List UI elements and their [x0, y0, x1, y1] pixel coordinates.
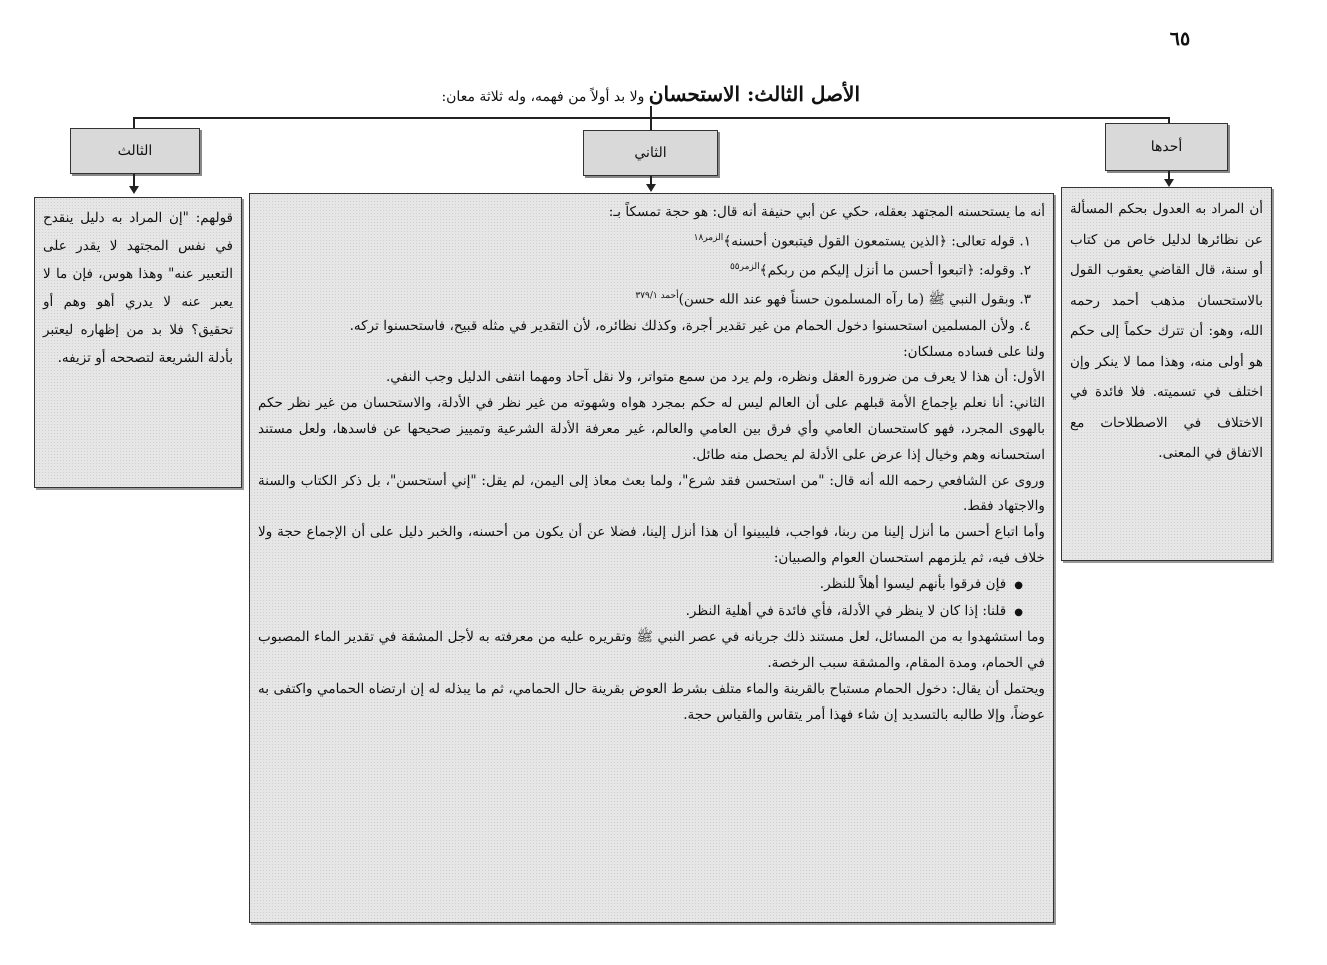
paragraph: وما استشهدوا به من المسائل، لعل مستند ذلك جريانه في عصر النبي ﷺ وتقريره عليه من معرفته به لأجل المشقة في تقدير الماء المصبوب في الحمام، ومدة المقام، والمشقة سبب الرخصة.	[258, 629, 1045, 672]
arrow-down-icon	[646, 184, 656, 192]
list-item: ٣. وبقول النبي ﷺ (ما رآه المسلمون حسناً فهو عند الله حسن)$^{أحمد ٣٧٩/١}$	[635, 291, 1031, 308]
paragraph: وأما اتباع أحسن ما أنزل إلينا من ربنا، فواجب، فليبينوا أن هذا أنزل إلينا، فضلا عن أن يكون من أحسنه، والخبر دليل على أن الإجماع حجة ولا خلاف فيه، ثم يلزمهم استحسان العوام والصبيان:	[258, 524, 1045, 566]
list-item: ٢. وقوله: ﴿اتبعوا أحسن ما أنزل إليكم من ربكم﴾$^{الزمر٥٥}$	[729, 262, 1031, 279]
paragraph: الأول: أن هذا لا يعرف من ضرورة العقل ونظره، ولم يرد من سمع متواتر، ولا نقل آحاد ومهما انتفى الدليل وجب النفي.	[385, 369, 1045, 386]
paragraph: الثاني: أنا نعلم بإجماع الأمة قبلهم على أن العالم ليس له حكم بمجرد هواه وشهوته من غير نظر في الأدلة، والاستحسان من غير نظر حكم بالهوى المجرد، فهو كاستحسان العامي وأي فرق بين العامي والعالم، غير معرفة الأدلة الشرعية وتمييز صحيحها عن فاسدها، ولعل مستند استحسانه وهم وخيال إذا عرض على الأدلة لم يحصل منه طائل.	[258, 395, 1045, 463]
paragraph: وروى عن الشافعي رحمه الله أنه قال: "من استحسن فقد شرع"، ولما بعث معاذ إلى اليمن، لم يقل: "إني أستحسن"، بل ذكر الكتاب والسنة والاجتهاد فقط.	[258, 472, 1045, 515]
arrow-down-icon	[1164, 179, 1174, 187]
branch-box-first	[1061, 187, 1272, 561]
paragraph: ولنا على فساده مسلكان:	[903, 343, 1045, 360]
connector-line	[133, 117, 135, 128]
title-bold: الأصل الثالث: الاستحسان	[648, 82, 860, 106]
title-rest: ولا بد أولاً من فهمه، وله ثلاثة معان:	[441, 89, 649, 105]
branch-box-third	[34, 197, 242, 488]
arrow-down-icon	[129, 186, 139, 194]
branch-label-first: أحدها	[1105, 123, 1228, 171]
paragraph: ويحتمل أن يقال: دخول الحمام مستباح بالقرينة والماء متلف بشرط العوض بقرينة حال الحمامي، ثم ما يبذله له إن ارتضاه الحمامي واكتفى به عوضاً، وإلا طالبه بالتسديد إن شاء فهذا أمر يتقاس والقياس حجة.	[258, 680, 1045, 723]
branch-text-third: قولهم: "إن المراد به دليل ينقدح في نفس المجتهد لا يقدر على التعبير عنه" وهذا هوس، فإن ما لا يعبر عنه لا يدري أهو وهم أو تحقيق؟ فلا بد من إظهاره ليعتبر بأدلة الشريعة لتصححه أو تزيفه.	[43, 210, 233, 366]
list-item: ٤. ولأن المسلمين استحسنوا دخول الحمام من غير تقدير أجرة، وكذلك نظائره، لأن التقدير في مثله قبيح، فاستحسنوا تركه.	[349, 317, 1031, 334]
second-intro: أنه ما يستحسنه المجتهد بعقله، حكي عن أبي حنيفة أنه قال: هو حجة تمسكاً بـ:	[608, 204, 1045, 220]
branch-text-first: أن المراد به العدول بحكم المسألة عن نظائرها لدليل خاص من كتاب أو سنة، قال القاضي يعقوب القول بالاستحسان مذهب أحمد رحمه الله، وهو: أن تترك حكماً إلى حكم هو أولى منه، وهذا مما لا ينكر وإن اختلف في تسميته. فلا فائدة في الاختلاف في الاصطلاحات مع الاتفاق في المعنى.	[1070, 201, 1263, 461]
bullet-item: ● قلنا: إذا كان لا ينظر في الأدلة، فأي فائدة في أهلية النظر.	[258, 599, 1045, 626]
branch-label-second: الثاني	[583, 130, 718, 176]
list-item: ١. قوله تعالى: ﴿الذين يستمعون القول فيتبعون أحسنه﴾$^{الزمر١٨}$	[693, 232, 1031, 250]
branch-box-second	[249, 193, 1054, 923]
page-number: ٦٥	[1169, 28, 1191, 50]
connector-line	[650, 117, 652, 130]
branch-label-third: الثالث	[70, 128, 200, 174]
bullet-item: ● فإن فرقوا بأنهم ليسوا أهلاً للنظر.	[258, 572, 1045, 599]
page-title	[280, 82, 860, 106]
